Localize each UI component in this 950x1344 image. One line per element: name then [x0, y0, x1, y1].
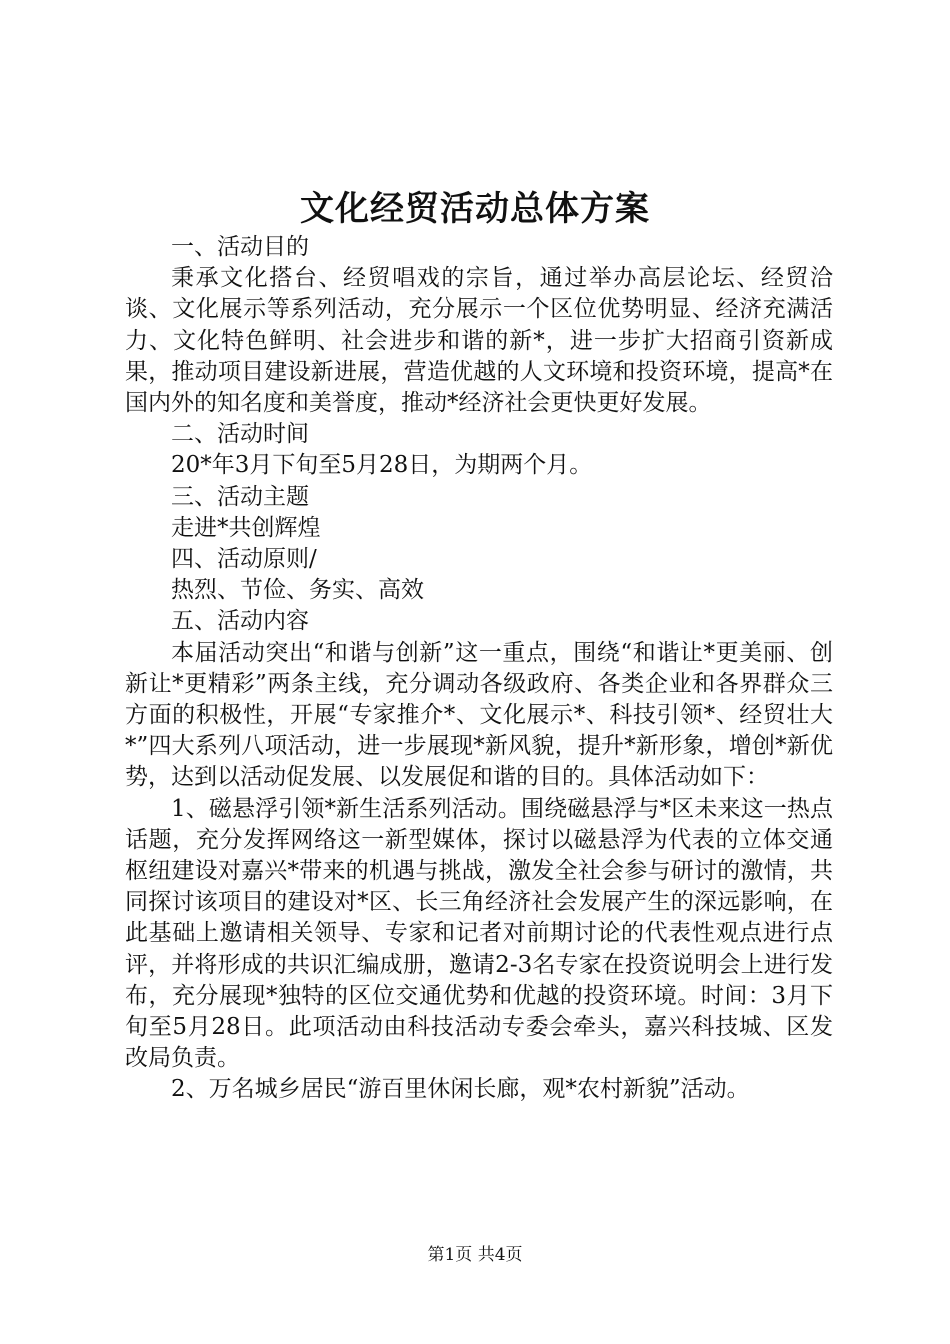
section-heading-theme: 三、活动主题 [171, 483, 309, 510]
paragraph-activity-2: 2、万名城乡居民“游百里休闲长廊，观*农村新貌”活动。 [171, 1076, 750, 1103]
document-body [125, 232, 833, 1106]
paragraph-time: 20*年3月下旬至5月28日，为期两个月。 [171, 452, 593, 479]
page-number: 第1页 共4页 [427, 1245, 523, 1265]
paragraph-activity-1: 1、磁悬浮引领*新生活系列活动。围绕磁悬浮与*区未来这一热点话题，充分发挥网络这一新型媒体，探讨以磁悬浮为代表的立体交通枢纽建设对嘉兴*带来的机遇与挑战，激发全社会参与研讨的激情，共同探讨该项目的建设对*区、长三角经济社会发展产生的深远影响，在此基础上邀请相关领导、专家和记者对前期讨论的代表性观点进行点评，并将形成的共识汇编成册，邀请2-3名专家在投资说明会上进行发布，充分展现*独特的区位交通优势和优越的投资环境。时间：3月下旬至5月28日。此项活动由科技活动专委会牵头，嘉兴科技城、区发改局负责。 [125, 795, 833, 1072]
paragraph-principles: 热烈、节俭、务实、高效 [171, 577, 424, 604]
paragraph-content-intro: 本届活动突出“和谐与创新”这一重点，围绕“和谐让*更美丽、创新让*更精彩”两条主线，充分调动各级政府、各类企业和各界群众三方面的积极性，开展“专家推介*、文化展示*、科技引领*、经贸壮大*”四大系列八项活动，进一步展现*新风貌，提升*新形象，增创*新优势，达到以活动促发展、以发展促和谐的目的。具体活动如下： [125, 639, 833, 791]
section-heading-content: 五、活动内容 [171, 608, 309, 635]
paragraph-theme: 走进*共创辉煌 [171, 514, 321, 541]
section-heading-purpose: 一、活动目的 [171, 234, 309, 260]
section-heading-time: 二、活动时间 [171, 421, 309, 448]
section-heading-principles: 四、活动原则/ [171, 546, 317, 573]
document-title: 文化经贸活动总体方案 [300, 189, 650, 229]
paragraph-purpose: 秉承文化搭台、经贸唱戏的宗旨，通过举办高层论坛、经贸洽谈、文化展示等系列活动，充分展示一个区位优势明显、经济充满活力、文化特色鲜明、社会进步和谐的新*，进一步扩大招商引资新成果，推动项目建设新进展，营造优越的人文环境和投资环境，提高*在国内外的知名度和美誉度，推动*经济社会更快更好发展。 [125, 265, 833, 417]
